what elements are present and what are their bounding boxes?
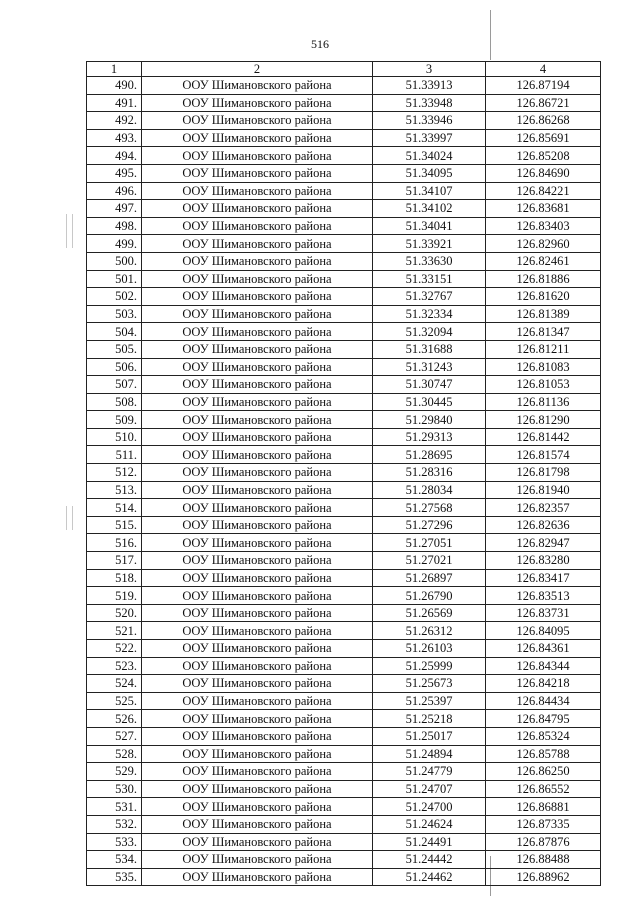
- zone-name-cell: ООУ Шимановского района: [142, 569, 373, 587]
- table-row: [87, 77, 601, 95]
- zone-name-cell: ООУ Шимановского района: [142, 252, 373, 270]
- latitude-cell: 51.32094: [373, 323, 486, 341]
- row-number-cell: 532.: [87, 815, 142, 833]
- longitude-cell: 126.82357: [486, 499, 601, 517]
- zone-name-cell: ООУ Шимановского района: [142, 340, 373, 358]
- longitude-cell: 126.81053: [486, 376, 601, 394]
- latitude-cell: 51.30747: [373, 376, 486, 394]
- zone-name-cell: ООУ Шимановского района: [142, 727, 373, 745]
- latitude-cell: 51.25017: [373, 727, 486, 745]
- zone-name-cell: ООУ Шимановского района: [142, 323, 373, 341]
- longitude-cell: 126.86881: [486, 798, 601, 816]
- table-row: [87, 340, 601, 358]
- latitude-cell: 51.24462: [373, 868, 486, 886]
- latitude-cell: 51.32334: [373, 305, 486, 323]
- latitude-cell: 51.31243: [373, 358, 486, 376]
- row-number-cell: 500.: [87, 252, 142, 270]
- row-number-cell: 503.: [87, 305, 142, 323]
- zone-name-cell: ООУ Шимановского района: [142, 112, 373, 130]
- table-row: [87, 164, 601, 182]
- scan-mark: [66, 506, 67, 530]
- zone-name-cell: ООУ Шимановского района: [142, 164, 373, 182]
- table-row: [87, 868, 601, 886]
- scan-mark: [72, 214, 73, 248]
- zone-name-cell: ООУ Шимановского района: [142, 675, 373, 693]
- table-row: [87, 235, 601, 253]
- latitude-cell: 51.26103: [373, 640, 486, 658]
- longitude-cell: 126.85691: [486, 129, 601, 147]
- zone-name-cell: ООУ Шимановского района: [142, 534, 373, 552]
- zone-name-cell: ООУ Шимановского района: [142, 763, 373, 781]
- table-row: [87, 516, 601, 534]
- zone-name-cell: ООУ Шимановского района: [142, 376, 373, 394]
- longitude-cell: 126.85208: [486, 147, 601, 165]
- table-row: [87, 323, 601, 341]
- zone-name-cell: ООУ Шимановского района: [142, 305, 373, 323]
- row-number-cell: 507.: [87, 376, 142, 394]
- zone-name-cell: ООУ Шимановского района: [142, 481, 373, 499]
- table-row: [87, 182, 601, 200]
- table-row: [87, 604, 601, 622]
- longitude-cell: 126.83417: [486, 569, 601, 587]
- latitude-cell: 51.33921: [373, 235, 486, 253]
- zone-name-cell: ООУ Шимановского района: [142, 657, 373, 675]
- row-number-cell: 519.: [87, 587, 142, 605]
- longitude-cell: 126.85324: [486, 727, 601, 745]
- longitude-cell: 126.86721: [486, 94, 601, 112]
- table-row: [87, 481, 601, 499]
- zone-name-cell: ООУ Шимановского района: [142, 235, 373, 253]
- longitude-cell: 126.81083: [486, 358, 601, 376]
- row-number-cell: 514.: [87, 499, 142, 517]
- row-number-cell: 493.: [87, 129, 142, 147]
- longitude-cell: 126.81290: [486, 411, 601, 429]
- table-row: [87, 763, 601, 781]
- table-row: [87, 727, 601, 745]
- row-number-cell: 517.: [87, 552, 142, 570]
- latitude-cell: 51.24442: [373, 851, 486, 869]
- row-number-cell: 525.: [87, 692, 142, 710]
- zone-name-cell: ООУ Шимановского района: [142, 358, 373, 376]
- column-header: 1: [87, 62, 142, 77]
- row-number-cell: 527.: [87, 727, 142, 745]
- latitude-cell: 51.33913: [373, 77, 486, 95]
- row-number-cell: 518.: [87, 569, 142, 587]
- table-row: [87, 428, 601, 446]
- zone-name-cell: ООУ Шимановского района: [142, 868, 373, 886]
- table-header-row: [87, 62, 601, 77]
- latitude-cell: 51.34107: [373, 182, 486, 200]
- row-number-cell: 509.: [87, 411, 142, 429]
- zone-name-cell: ООУ Шимановского района: [142, 604, 373, 622]
- row-number-cell: 521.: [87, 622, 142, 640]
- table-row: [87, 288, 601, 306]
- table-row: [87, 569, 601, 587]
- latitude-cell: 51.33151: [373, 270, 486, 288]
- table-row: [87, 675, 601, 693]
- longitude-cell: 126.81347: [486, 323, 601, 341]
- longitude-cell: 126.81389: [486, 305, 601, 323]
- table-row: [87, 252, 601, 270]
- longitude-cell: 126.81574: [486, 446, 601, 464]
- latitude-cell: 51.25218: [373, 710, 486, 728]
- table-row: [87, 710, 601, 728]
- row-number-cell: 504.: [87, 323, 142, 341]
- latitude-cell: 51.25397: [373, 692, 486, 710]
- zone-name-cell: ООУ Шимановского района: [142, 815, 373, 833]
- table-row: [87, 780, 601, 798]
- row-number-cell: 522.: [87, 640, 142, 658]
- longitude-cell: 126.81886: [486, 270, 601, 288]
- longitude-cell: 126.84795: [486, 710, 601, 728]
- row-number-cell: 494.: [87, 147, 142, 165]
- latitude-cell: 51.24624: [373, 815, 486, 833]
- latitude-cell: 51.29313: [373, 428, 486, 446]
- latitude-cell: 51.28695: [373, 446, 486, 464]
- zone-name-cell: ООУ Шимановского района: [142, 411, 373, 429]
- scan-mark: [66, 214, 67, 248]
- row-number-cell: 508.: [87, 393, 142, 411]
- longitude-cell: 126.86250: [486, 763, 601, 781]
- zone-name-cell: ООУ Шимановского района: [142, 851, 373, 869]
- table-row: [87, 833, 601, 851]
- row-number-cell: 490.: [87, 77, 142, 95]
- column-header: 3: [373, 62, 486, 77]
- scan-mark: [490, 10, 491, 60]
- zone-name-cell: ООУ Шимановского района: [142, 499, 373, 517]
- latitude-cell: 51.34102: [373, 200, 486, 218]
- row-number-cell: 535.: [87, 868, 142, 886]
- table-row: [87, 446, 601, 464]
- longitude-cell: 126.83513: [486, 587, 601, 605]
- coordinates-table: [86, 61, 601, 886]
- longitude-cell: 126.87876: [486, 833, 601, 851]
- row-number-cell: 524.: [87, 675, 142, 693]
- zone-name-cell: ООУ Шимановского района: [142, 552, 373, 570]
- longitude-cell: 126.84690: [486, 164, 601, 182]
- row-number-cell: 515.: [87, 516, 142, 534]
- zone-name-cell: ООУ Шимановского района: [142, 77, 373, 95]
- table-row: [87, 587, 601, 605]
- longitude-cell: 126.87335: [486, 815, 601, 833]
- row-number-cell: 491.: [87, 94, 142, 112]
- latitude-cell: 51.34041: [373, 217, 486, 235]
- latitude-cell: 51.24707: [373, 780, 486, 798]
- zone-name-cell: ООУ Шимановского района: [142, 129, 373, 147]
- latitude-cell: 51.34095: [373, 164, 486, 182]
- table-row: [87, 376, 601, 394]
- zone-name-cell: ООУ Шимановского района: [142, 182, 373, 200]
- longitude-cell: 126.83731: [486, 604, 601, 622]
- table-row: [87, 622, 601, 640]
- latitude-cell: 51.24894: [373, 745, 486, 763]
- row-number-cell: 499.: [87, 235, 142, 253]
- table-row: [87, 552, 601, 570]
- table-row: [87, 305, 601, 323]
- row-number-cell: 498.: [87, 217, 142, 235]
- row-number-cell: 501.: [87, 270, 142, 288]
- longitude-cell: 126.84221: [486, 182, 601, 200]
- longitude-cell: 126.81798: [486, 464, 601, 482]
- latitude-cell: 51.33946: [373, 112, 486, 130]
- row-number-cell: 497.: [87, 200, 142, 218]
- table-row: [87, 534, 601, 552]
- longitude-cell: 126.81940: [486, 481, 601, 499]
- longitude-cell: 126.87194: [486, 77, 601, 95]
- zone-name-cell: ООУ Шимановского района: [142, 780, 373, 798]
- latitude-cell: 51.31688: [373, 340, 486, 358]
- latitude-cell: 51.33997: [373, 129, 486, 147]
- table-row: [87, 129, 601, 147]
- table-row: [87, 464, 601, 482]
- table-row: [87, 692, 601, 710]
- table-row: [87, 745, 601, 763]
- row-number-cell: 495.: [87, 164, 142, 182]
- latitude-cell: 51.26312: [373, 622, 486, 640]
- latitude-cell: 51.33630: [373, 252, 486, 270]
- table-row: [87, 270, 601, 288]
- longitude-cell: 126.81136: [486, 393, 601, 411]
- zone-name-cell: ООУ Шимановского района: [142, 217, 373, 235]
- table-row: [87, 200, 601, 218]
- table-row: [87, 358, 601, 376]
- zone-name-cell: ООУ Шимановского района: [142, 745, 373, 763]
- longitude-cell: 126.83280: [486, 552, 601, 570]
- latitude-cell: 51.34024: [373, 147, 486, 165]
- zone-name-cell: ООУ Шимановского района: [142, 94, 373, 112]
- table-row: [87, 217, 601, 235]
- row-number-cell: 512.: [87, 464, 142, 482]
- latitude-cell: 51.29840: [373, 411, 486, 429]
- longitude-cell: 126.82960: [486, 235, 601, 253]
- row-number-cell: 502.: [87, 288, 142, 306]
- row-number-cell: 531.: [87, 798, 142, 816]
- row-number-cell: 505.: [87, 340, 142, 358]
- row-number-cell: 513.: [87, 481, 142, 499]
- longitude-cell: 126.81442: [486, 428, 601, 446]
- zone-name-cell: ООУ Шимановского района: [142, 428, 373, 446]
- zone-name-cell: ООУ Шимановского района: [142, 288, 373, 306]
- page-number: 516: [311, 37, 329, 51]
- zone-name-cell: ООУ Шимановского района: [142, 587, 373, 605]
- column-header: 4: [486, 62, 601, 77]
- longitude-cell: 126.84434: [486, 692, 601, 710]
- row-number-cell: 496.: [87, 182, 142, 200]
- longitude-cell: 126.84344: [486, 657, 601, 675]
- longitude-cell: 126.83681: [486, 200, 601, 218]
- latitude-cell: 51.27051: [373, 534, 486, 552]
- longitude-cell: 126.86268: [486, 112, 601, 130]
- scan-mark: [72, 506, 73, 530]
- longitude-cell: 126.86552: [486, 780, 601, 798]
- row-number-cell: 534.: [87, 851, 142, 869]
- table-row: [87, 499, 601, 517]
- table-row: [87, 798, 601, 816]
- row-number-cell: 526.: [87, 710, 142, 728]
- table-row: [87, 411, 601, 429]
- latitude-cell: 51.24700: [373, 798, 486, 816]
- table-row: [87, 147, 601, 165]
- row-number-cell: 516.: [87, 534, 142, 552]
- row-number-cell: 492.: [87, 112, 142, 130]
- longitude-cell: 126.88962: [486, 868, 601, 886]
- table-row: [87, 393, 601, 411]
- longitude-cell: 126.84218: [486, 675, 601, 693]
- latitude-cell: 51.27021: [373, 552, 486, 570]
- latitude-cell: 51.24491: [373, 833, 486, 851]
- table-row: [87, 640, 601, 658]
- row-number-cell: 528.: [87, 745, 142, 763]
- longitude-cell: 126.84095: [486, 622, 601, 640]
- zone-name-cell: ООУ Шимановского района: [142, 516, 373, 534]
- table-row: [87, 851, 601, 869]
- latitude-cell: 51.27568: [373, 499, 486, 517]
- table-row: [87, 657, 601, 675]
- row-number-cell: 523.: [87, 657, 142, 675]
- longitude-cell: 126.82947: [486, 534, 601, 552]
- zone-name-cell: ООУ Шимановского района: [142, 833, 373, 851]
- zone-name-cell: ООУ Шимановского района: [142, 270, 373, 288]
- latitude-cell: 51.24779: [373, 763, 486, 781]
- latitude-cell: 51.28316: [373, 464, 486, 482]
- row-number-cell: 506.: [87, 358, 142, 376]
- zone-name-cell: ООУ Шимановского района: [142, 200, 373, 218]
- latitude-cell: 51.32767: [373, 288, 486, 306]
- latitude-cell: 51.27296: [373, 516, 486, 534]
- longitude-cell: 126.88488: [486, 851, 601, 869]
- zone-name-cell: ООУ Шимановского района: [142, 622, 373, 640]
- longitude-cell: 126.81620: [486, 288, 601, 306]
- zone-name-cell: ООУ Шимановского района: [142, 692, 373, 710]
- table-row: [87, 94, 601, 112]
- latitude-cell: 51.33948: [373, 94, 486, 112]
- zone-name-cell: ООУ Шимановского района: [142, 710, 373, 728]
- column-header: 2: [142, 62, 373, 77]
- row-number-cell: 533.: [87, 833, 142, 851]
- latitude-cell: 51.28034: [373, 481, 486, 499]
- longitude-cell: 126.85788: [486, 745, 601, 763]
- zone-name-cell: ООУ Шимановского района: [142, 446, 373, 464]
- latitude-cell: 51.30445: [373, 393, 486, 411]
- row-number-cell: 520.: [87, 604, 142, 622]
- longitude-cell: 126.82636: [486, 516, 601, 534]
- row-number-cell: 530.: [87, 780, 142, 798]
- latitude-cell: 51.26897: [373, 569, 486, 587]
- latitude-cell: 51.26569: [373, 604, 486, 622]
- zone-name-cell: ООУ Шимановского района: [142, 798, 373, 816]
- zone-name-cell: ООУ Шимановского района: [142, 147, 373, 165]
- longitude-cell: 126.84361: [486, 640, 601, 658]
- latitude-cell: 51.25673: [373, 675, 486, 693]
- zone-name-cell: ООУ Шимановского района: [142, 464, 373, 482]
- table-row: [87, 112, 601, 130]
- row-number-cell: 529.: [87, 763, 142, 781]
- zone-name-cell: ООУ Шимановского района: [142, 640, 373, 658]
- zone-name-cell: ООУ Шимановского района: [142, 393, 373, 411]
- longitude-cell: 126.82461: [486, 252, 601, 270]
- row-number-cell: 510.: [87, 428, 142, 446]
- latitude-cell: 51.25999: [373, 657, 486, 675]
- row-number-cell: 511.: [87, 446, 142, 464]
- longitude-cell: 126.81211: [486, 340, 601, 358]
- longitude-cell: 126.83403: [486, 217, 601, 235]
- latitude-cell: 51.26790: [373, 587, 486, 605]
- table-row: [87, 815, 601, 833]
